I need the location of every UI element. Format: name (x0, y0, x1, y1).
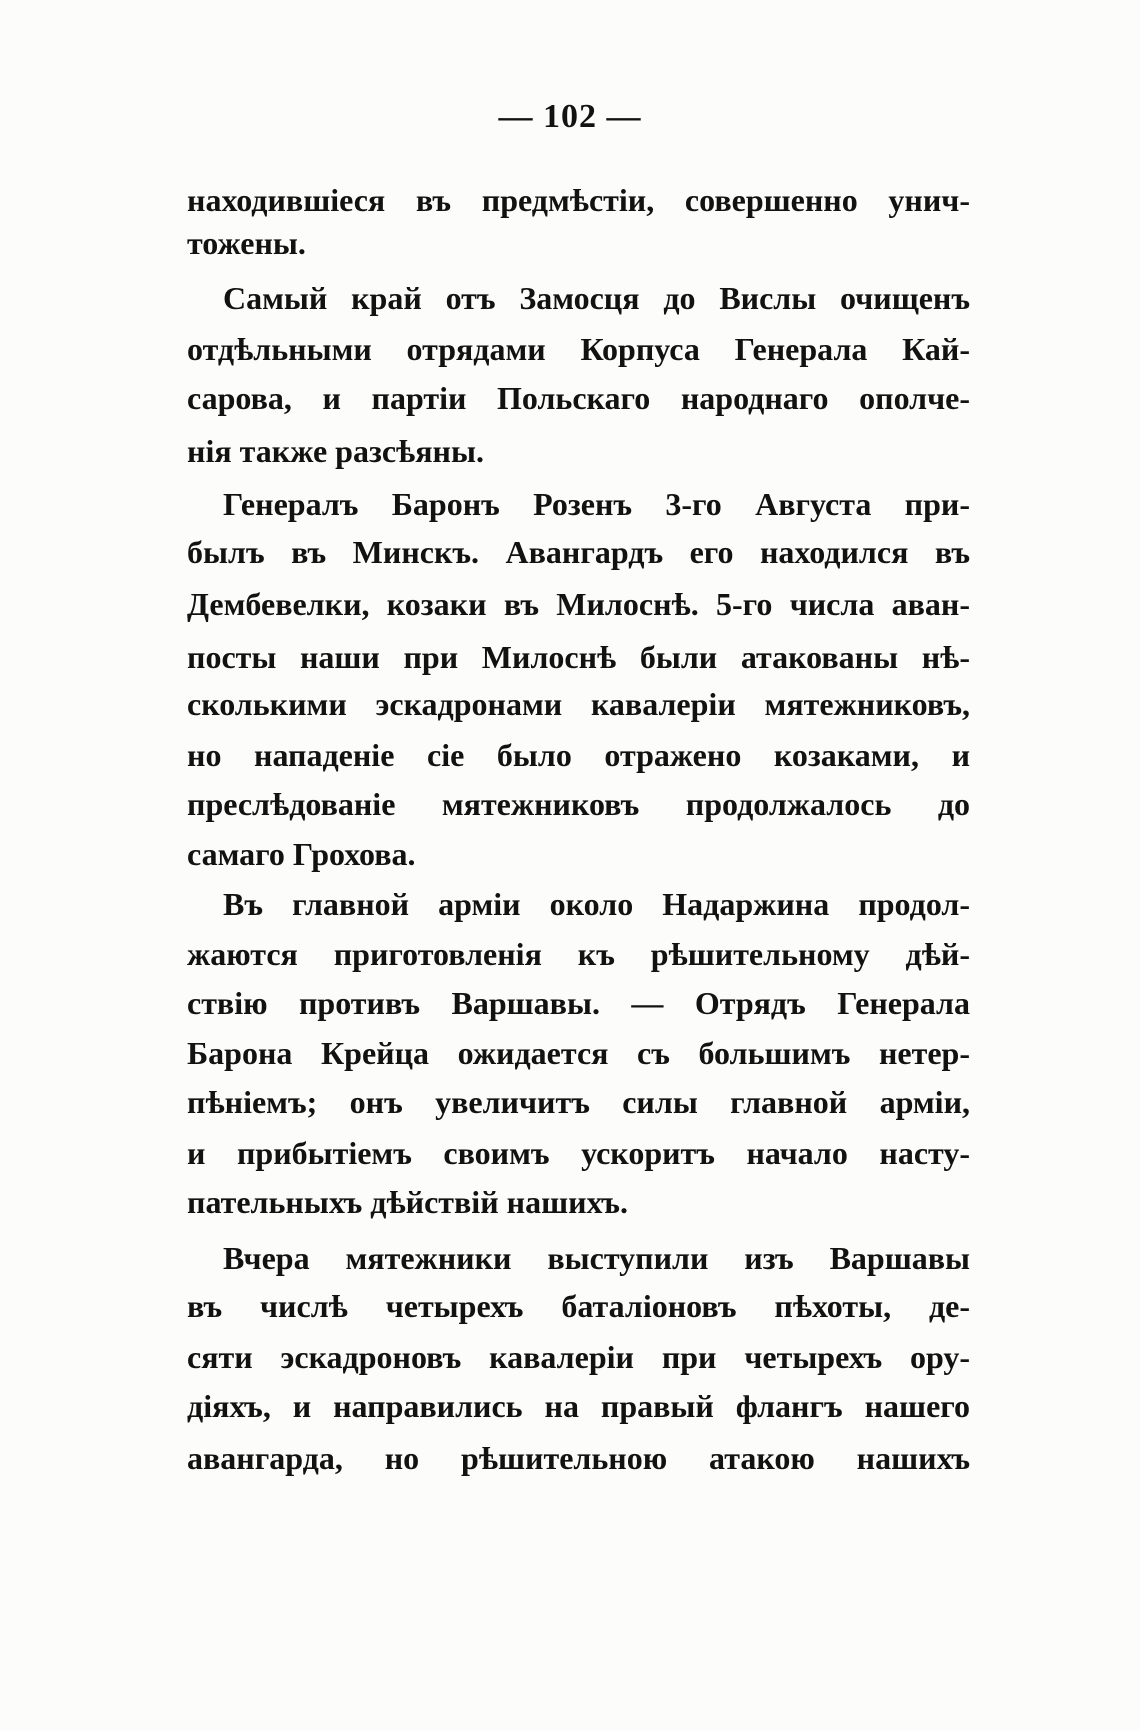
text-line: пѣніемъ; онъ увеличитъ силы главной арміи, (187, 1084, 970, 1120)
text-line: Барона Крейца ожидается съ большимъ нетер- (187, 1035, 970, 1071)
text-line: Въ главной арміи около Надаржина продол- (223, 886, 970, 922)
text-line: преслѣдованіе мятежниковъ продолжалось до (187, 786, 970, 822)
text-line: пательныхъ дѣйствій нашихъ. (187, 1184, 628, 1220)
text-line: авангарда, но рѣшительною атакою нашихъ (187, 1440, 970, 1476)
text-line: тожены. (187, 225, 306, 261)
text-line: находившіеся въ предмѣстіи, совершенно унич- (187, 182, 970, 218)
text-line: сяти эскадроновъ кавалеріи при четырехъ ору- (187, 1339, 970, 1375)
text-line: Вчера мятежники выступили изъ Варшавы (223, 1240, 970, 1276)
text-line: Генералъ Баронъ Розенъ 3-го Августа при- (223, 486, 970, 522)
text-line: жаются приготовленія къ рѣшительному дѣй- (187, 936, 970, 972)
text-line: Дембевелки, козаки въ Милоснѣ. 5-го числа аван- (187, 586, 970, 622)
text-line: но нападеніе сіе было отражено козаками, и (187, 737, 970, 773)
text-line: нія также разсѣяны. (187, 433, 484, 469)
text-line: былъ въ Минскъ. Авангардъ его находился въ (187, 534, 970, 570)
text-line: сарова, и партіи Польскаго народнаго ополче- (187, 380, 970, 416)
text-line: Самый край отъ Замосця до Вислы очищенъ (223, 280, 970, 316)
text-line: ствію противъ Варшавы. — Отрядъ Генерала (187, 985, 970, 1021)
text-line: въ числѣ четырехъ баталіоновъ пѣхоты, де- (187, 1288, 970, 1324)
text-line: и прибытіемъ своимъ ускоритъ начало насту- (187, 1135, 970, 1171)
text-line: самаго Грохова. (187, 836, 416, 872)
text-line: сколькими эскадронами кавалеріи мятежниковъ, (187, 686, 970, 722)
text-line: посты наши при Милоснѣ были атакованы нѣ- (187, 639, 970, 675)
page-number: — 102 — (498, 98, 642, 135)
text-line: діяхъ, и направились на правый флангъ нашего (187, 1388, 970, 1424)
text-line: отдѣльными отрядами Корпуса Генерала Кай- (187, 331, 970, 367)
